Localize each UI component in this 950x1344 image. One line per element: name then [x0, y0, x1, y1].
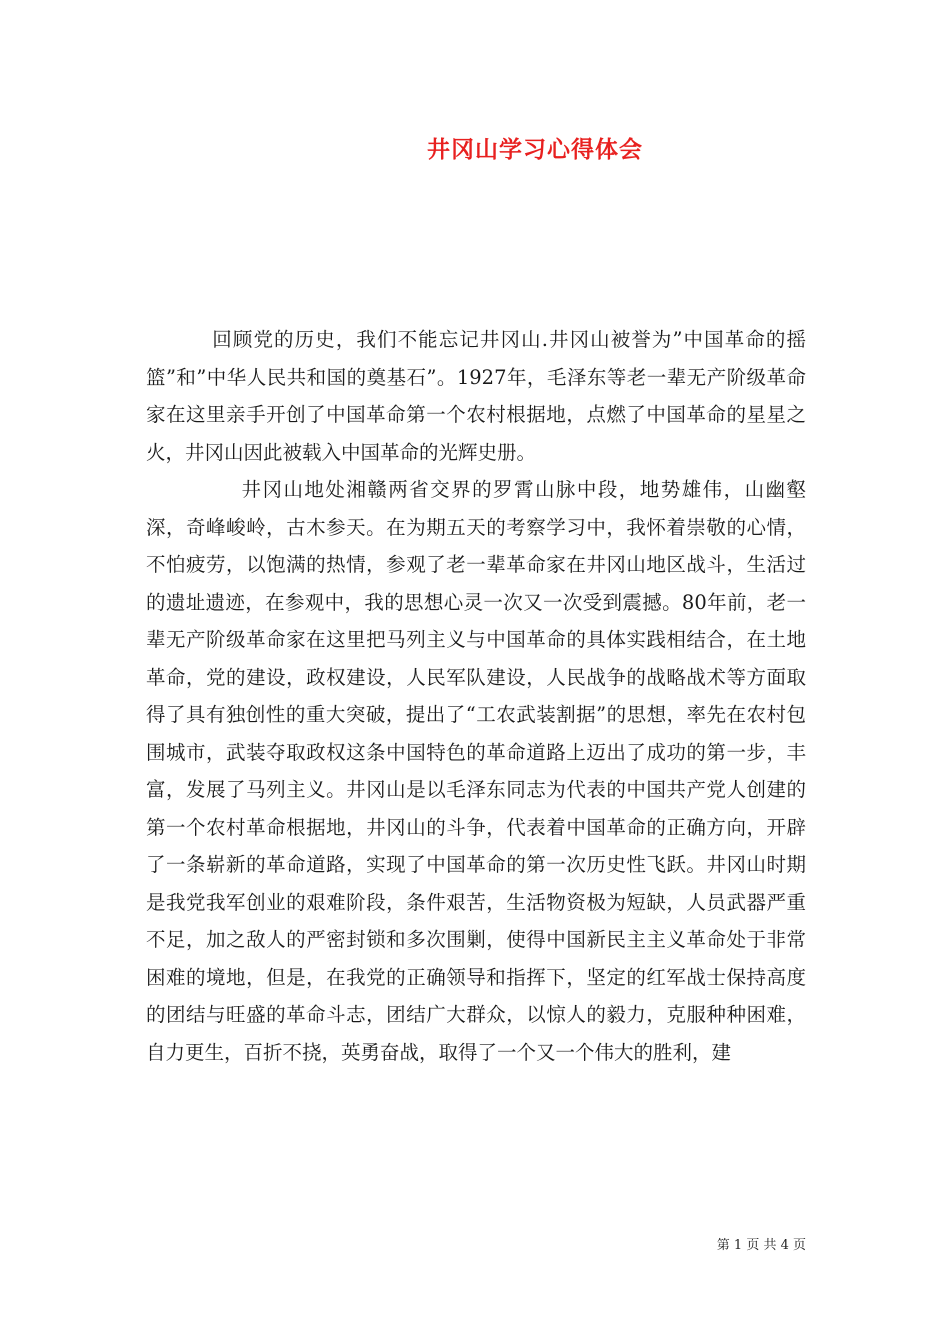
page-number: 第 1 页 共 4 页	[716, 1238, 806, 1253]
document-body	[146, 321, 806, 1071]
paragraph-2: 井冈山地处湘赣两省交界的罗霄山脉中段，地势雄伟，山幽壑深，奇峰峻岭，古木参天。在为期五天的考察学习中，我怀着崇敬的心情，不怕疲劳，以饱满的热情，参观了老一辈革命家在井冈山地区战斗，生活过的遗址遗迹，在参观中，我的思想心灵一次又一次受到震撼。80年前，老一辈无产阶级革命家在这里把马列主义与中国革命的具体实践相结合，在土地革命，党的建设，政权建设，人民军队建设，人民战争的战略战术等方面取得了具有独创性的重大突破，提出了“工农武装割据”的思想，率先在农村包围城市，武装夺取政权这条中国特色的革命道路上迈出了成功的第一步，丰富，发展了马列主义。井冈山是以毛泽东同志为代表的中国共产党人创建的第一个农村革命根据地，井冈山的斗争，代表着中国革命的正确方向，开辟了一条崭新的革命道路，实现了中国革命的第一次历史性飞跃。井冈山时期是我党我军创业的艰难阶段，条件艰苦，生活物资极为短缺，人员武器严重不足，加之敌人的严密封锁和多次围剿，使得中国新民主主义革命处于非常困难的境地，但是，在我党的正确领导和指挥下，坚定的红军战士保持高度的团结与旺盛的革命斗志，团结广大群众，以惊人的毅力，克服种种困难，自力更生，百折不挠，英勇奋战，取得了一个又一个伟大的胜利，建	[146, 478, 806, 1064]
document-title: 井冈山学习心得体会	[427, 136, 643, 163]
paragraph-1: 回顾党的历史，我们不能忘记井冈山.井冈山被誉为”中国革命的摇篮”和”中华人民共和国的奠基石”。1927年，毛泽东等老一辈无产阶级革命家在这里亲手开创了中国革命第一个农村根据地，点燃了中国革命的星星之火，井冈山因此被载入中国革命的光辉史册。	[146, 328, 806, 464]
